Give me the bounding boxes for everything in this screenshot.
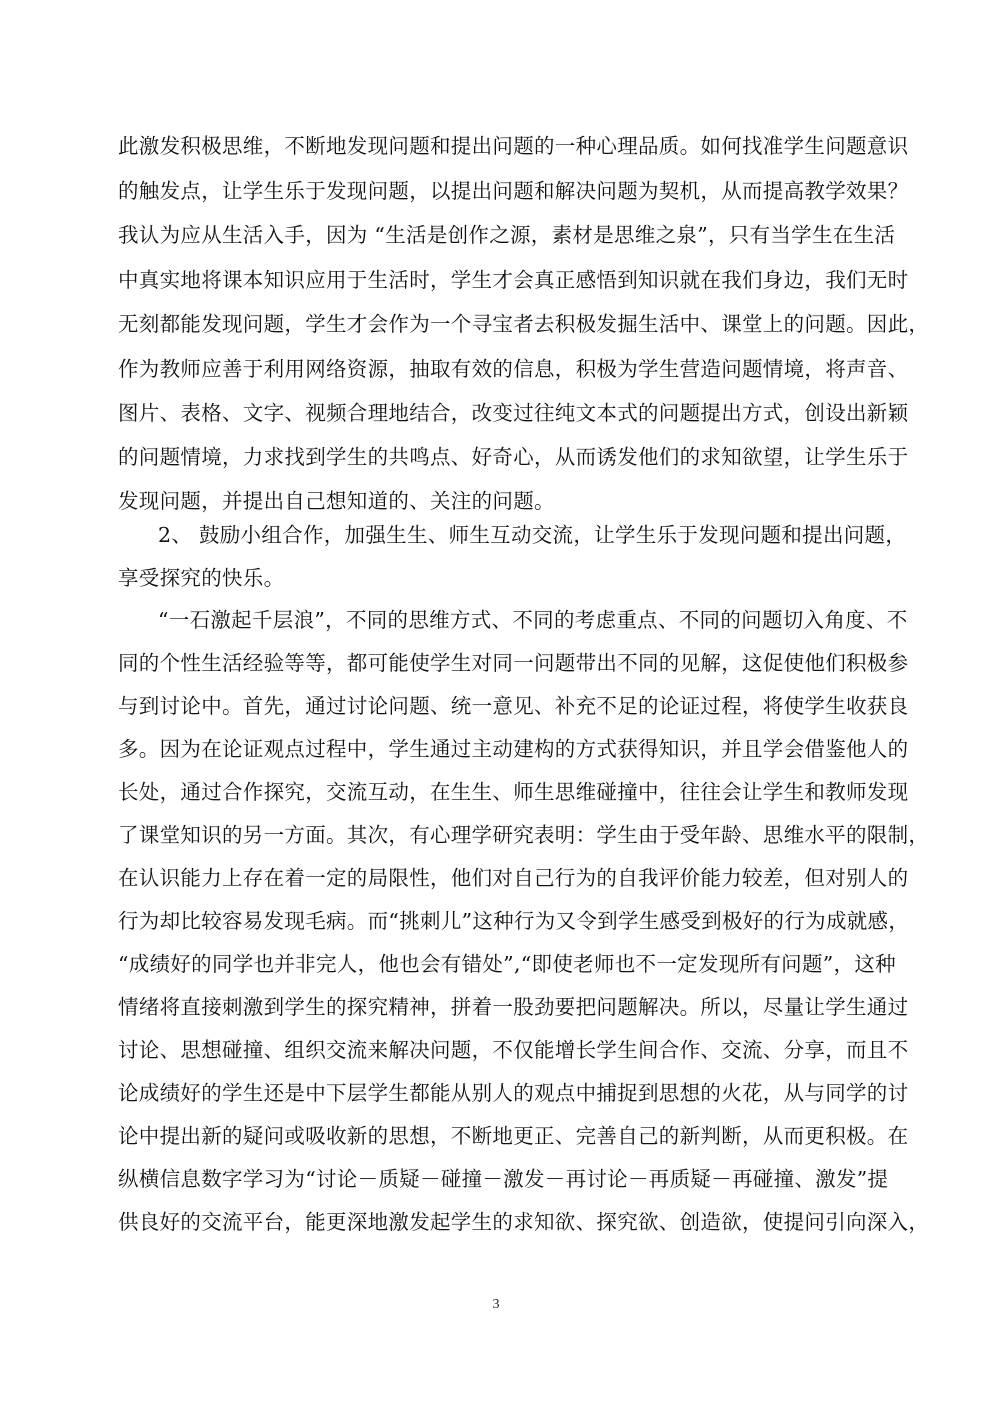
page-number: 3 — [492, 1297, 500, 1312]
text-line: 长处，通过合作探究，交流互动，在生生、师生思维碰撞中，往往会让学生和教师发现 — [118, 780, 909, 804]
text-line: 多。因为在论证观点过程中，学生通过主动建构的方式获得知识，并且学会借鉴他人的 — [118, 737, 909, 761]
text-line: 在认识能力上存在着一定的局限性，他们对自己行为的自我评价能力较差，但对别人的 — [118, 866, 909, 890]
text-line: 中真实地将课本知识应用于生活时，学生才会真正感悟到知识就在我们身边，我们无时 — [118, 268, 909, 292]
text-line: 作为教师应善于利用网络资源，抽取有效的信息，积极为学生营造问题情境，将声音、 — [118, 357, 909, 381]
section-heading-line: 2、 鼓励小组合作，加强生生、师生互动交流，让学生乐于发现问题和提出问题， — [158, 523, 907, 547]
text-line: 的问题情境，力求找到学生的共鸣点、好奇心，从而诱发他们的求知欲望，让学生乐于 — [118, 445, 909, 469]
section-heading-line: 享受探究的快乐。 — [118, 566, 285, 590]
text-line: 了课堂知识的另一方面。其次，有心理学研究表明：学生由于受年龄、思维水平的限制， — [118, 823, 930, 847]
text-line: 与到讨论中。首先，通过讨论问题、统一意见、补充不足的论证过程，将使学生收获良 — [118, 694, 909, 718]
text-line: 的触发点，让学生乐于发现问题，以提出问题和解决问题为契机，从而提高教学效果？ — [118, 179, 909, 203]
text-line: 情绪将直接刺激到学生的探究精神，拼着一股劲要把问题解决。所以，尽量让学生通过 — [118, 995, 909, 1019]
text-line: 论中提出新的疑问或吸收新的思想，不断地更正、完善自己的新判断，从而更积极。在 — [118, 1124, 909, 1148]
text-line: “成绩好的同学也并非完人，他也会有错处”,“即使老师也不一定发现所有问题”，这种 — [118, 952, 896, 976]
text-line: 同的个性生活经验等等，都可能使学生对同一问题带出不同的见解，这促使他们积极参 — [118, 651, 909, 675]
text-line: 论成绩好的学生还是中下层学生都能从别人的观点中捕捉到思想的火花，从与同学的讨 — [118, 1081, 909, 1105]
text-line: 纵横信息数字学习为“讨论－质疑－碰撞－激发－再讨论－再质疑－再碰撞、激发”提 — [118, 1167, 889, 1191]
text-line: 我认为应从生活入手，因为 “生活是创作之源，素材是思维之泉”，只有当学生在生活 — [118, 223, 896, 247]
text-line: 讨论、思想碰撞、组织交流来解决问题，不仅能增长学生间合作、交流、分享，而且不 — [118, 1038, 909, 1062]
text-line: 供良好的交流平台，能更深地激发起学生的求知欲、探究欲、创造欲，使提问引向深入， — [118, 1210, 930, 1234]
text-line: 发现问题，并提出自己想知道的、关注的问题。 — [118, 489, 555, 513]
text-line: 无刻都能发现问题，学生才会作为一个寻宝者去积极发掘生活中、课堂上的问题。因此， — [118, 312, 930, 336]
text-line: “一石激起千层浪”，不同的思维方式、不同的考虑重点、不同的问题切入角度、不 — [158, 608, 908, 632]
text-line: 此激发积极思维，不断地发现问题和提出问题的一种心理品质。如何找准学生问题意识 — [118, 134, 909, 158]
text-line: 行为却比较容易发现毛病。而“挑刺儿”这种行为又令到学生感受到极好的行为成就感， — [118, 909, 910, 933]
text-line: 图片、表格、文字、视频合理地结合，改变过往纯文本式的问题提出方式，创设出新颖 — [118, 401, 909, 425]
